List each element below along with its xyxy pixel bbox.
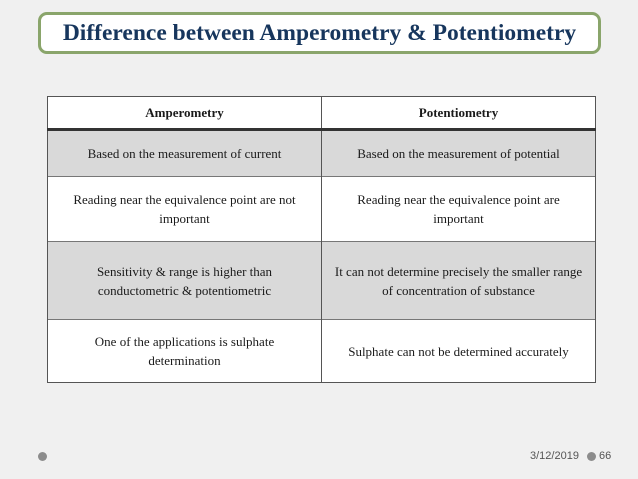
comparison-table (47, 96, 596, 383)
table-row (48, 242, 596, 320)
page-number: 66 (599, 450, 612, 462)
table-cell: One of the applications is sulphate determination (48, 320, 322, 383)
footer-right-dot (587, 452, 596, 461)
table-row (48, 130, 596, 177)
slide-title: Difference between Amperometry & Potentiometry (62, 19, 577, 46)
slide-title-box (38, 12, 601, 54)
header-potentiometry: Potentiometry (322, 97, 596, 130)
header-amperometry: Amperometry (48, 97, 322, 130)
footer-date: 3/12/2019 (530, 450, 579, 462)
table-cell: Based on the measurement of potential (322, 130, 596, 177)
table-cell: It can not determine precisely the smaller range of concentration of substance (322, 242, 596, 320)
table-cell: Sulphate can not be determined accurately (322, 320, 596, 383)
table-cell: Reading near the equivalence point are important (322, 177, 596, 242)
footer-left-dot (38, 452, 47, 461)
table-row (48, 320, 596, 383)
table-cell: Reading near the equivalence point are not important (48, 177, 322, 242)
table-cell: Sensitivity & range is higher than conductometric & potentiometric (48, 242, 322, 320)
table-row (48, 177, 596, 242)
table-header-row (48, 97, 596, 130)
table-cell: Based on the measurement of current (48, 130, 322, 177)
